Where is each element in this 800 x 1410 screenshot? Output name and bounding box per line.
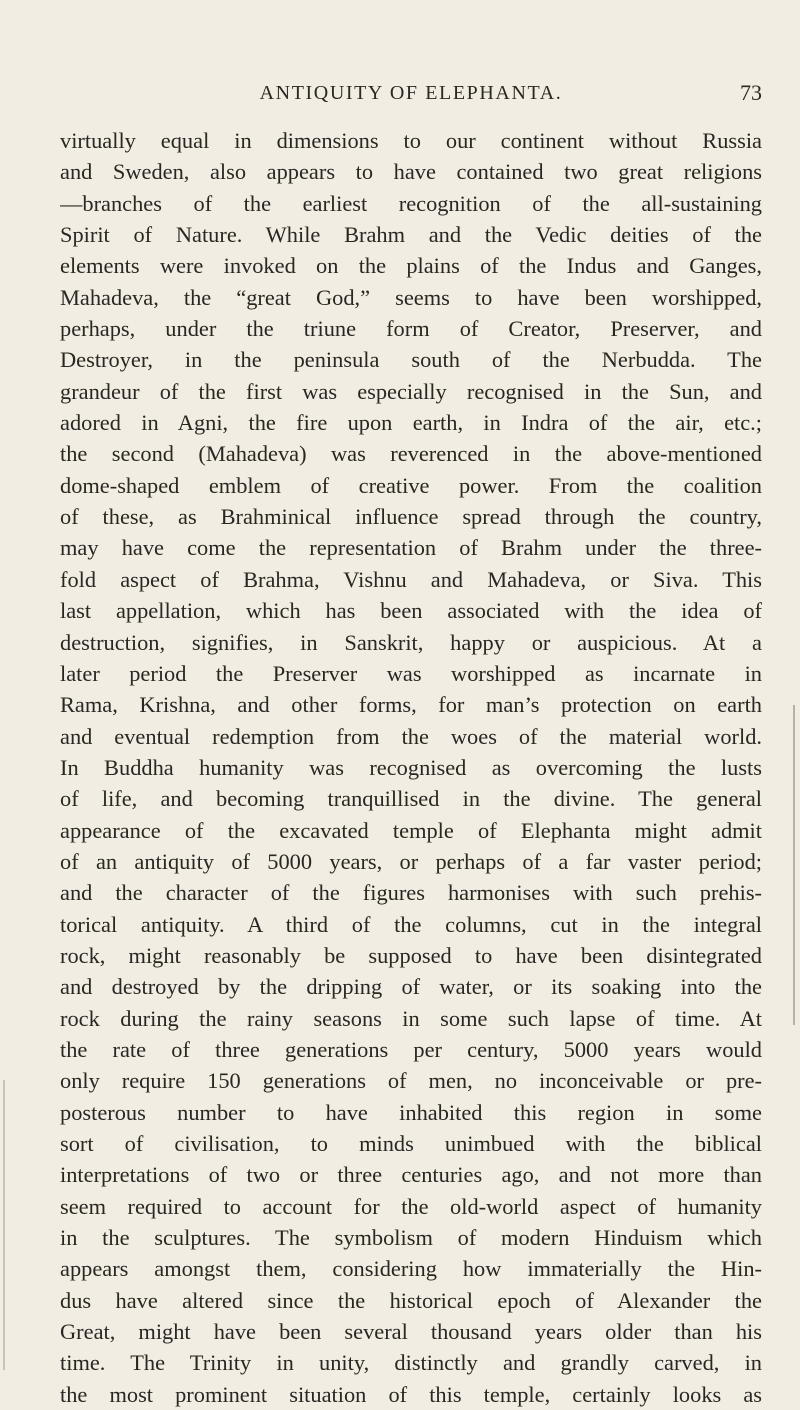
text-line: and eventual redemption from the woes of the material world. [60, 723, 762, 749]
text-line: and destroyed by the dripping of water, or its soaking into the [60, 974, 762, 1000]
text-line: sort of civilisation, to minds unimbued with the biblical [60, 1131, 762, 1156]
text-line: —branches of the earliest recognition of the all-sustaining [60, 190, 762, 216]
page-header [60, 82, 762, 122]
text-line: Destroyer, in the peninsula south of the Nerbudda. The [60, 347, 762, 373]
text-line: time. The Trinity in unity, distinctly and grandly carved, in [60, 1350, 762, 1376]
text-line: the second (Mahadeva) was reverenced in the above-mentioned [60, 441, 762, 467]
text-line: rock, might reasonably be supposed to have been disintegrated [60, 942, 762, 968]
text-line: and the character of the figures harmonises with such prehis- [60, 880, 762, 906]
text-line: in the sculptures. The symbolism of modern Hinduism which [60, 1225, 762, 1251]
text-line: virtually equal in dimensions to our continent without Russia [60, 128, 762, 153]
text-line: may have come the representation of Brahm under the three- [60, 535, 762, 561]
text-line: fold aspect of Brahma, Vishnu and Mahadeva, or Siva. This [60, 566, 762, 592]
text-line: torical antiquity. A third of the columns, cut in the integral [60, 911, 762, 937]
text-line: elements were invoked on the plains of the Indus and Ganges, [60, 253, 762, 279]
text-line: In Buddha humanity was recognised as overcoming the lusts [60, 754, 762, 780]
text-line: rock during the rainy seasons in some such lapse of time. At [60, 1005, 762, 1031]
body-text [60, 125, 762, 1410]
text-line: of an antiquity of 5000 years, or perhaps of a far vaster period; [60, 848, 762, 874]
text-line: destruction, signifies, in Sanskrit, happy or auspicious. At a [60, 629, 762, 655]
text-line: later period the Preserver was worshipped as incarnate in [60, 660, 762, 686]
text-line: perhaps, under the triune form of Creator, Preserver, and [60, 316, 762, 342]
text-line: and Sweden, also appears to have contained two great religions [60, 159, 762, 185]
page-edge-shadow [793, 705, 795, 1025]
text-line: posterous number to have inhabited this region in some [60, 1099, 762, 1125]
text-line: Mahadeva, the “great God,” seems to have been worshipped, [60, 284, 762, 310]
text-line: only require 150 generations of men, no inconceivable or pre- [60, 1068, 762, 1094]
text-line: appearance of the excavated temple of Elephanta might admit [60, 817, 762, 843]
text-line: of these, as Brahminical influence spread through the country, [60, 504, 762, 530]
text-line: dome-shaped emblem of creative power. From the coalition [60, 472, 762, 498]
text-line: interpretations of two or three centuries ago, and not more than [60, 1162, 762, 1188]
text-line: grandeur of the first was especially recognised in the Sun, and [60, 378, 762, 404]
text-line: Spirit of Nature. While Brahm and the Vedic deities of the [60, 222, 762, 248]
text-line: the most prominent situation of this temple, certainly looks as [60, 1381, 762, 1407]
text-line: appears amongst them, considering how immaterially the Hin- [60, 1256, 762, 1282]
text-line: seem required to account for the old-world aspect of humanity [60, 1193, 762, 1219]
text-line: last appellation, which has been associated with the idea of [60, 598, 762, 624]
text-line: Great, might have been several thousand years older than his [60, 1319, 762, 1345]
text-line: the rate of three generations per century, 5000 years would [60, 1036, 762, 1062]
text-line: dus have altered since the historical epoch of Alexander the [60, 1287, 762, 1313]
page-edge-shadow-lower [3, 1080, 5, 1370]
running-head: ANTIQUITY OF ELEPHANTA. [259, 82, 563, 104]
text-line: adored in Agni, the fire upon earth, in Indra of the air, etc.; [60, 410, 762, 436]
text-line: Rama, Krishna, and other forms, for man’s protection on earth [60, 692, 762, 718]
page-number: 73 [740, 80, 762, 105]
text-line: of life, and becoming tranquillised in the divine. The general [60, 786, 762, 812]
